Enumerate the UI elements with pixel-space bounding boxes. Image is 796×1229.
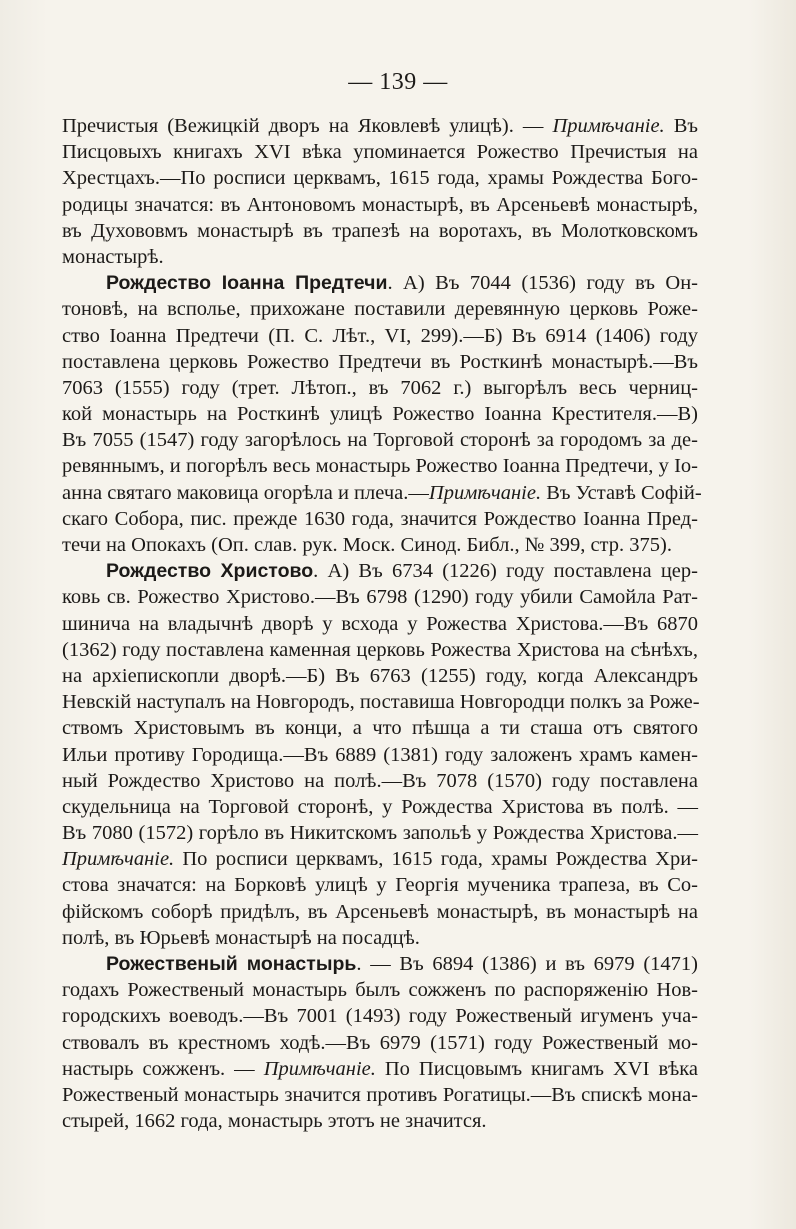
text-segment: Ильи противу Городища.—Въ 6889 (1381) году заложенъ храмъ камен-	[62, 743, 698, 766]
text-line	[62, 375, 698, 401]
section-heading: Рождество Іоанна Предтечи	[106, 272, 388, 295]
text-line	[62, 768, 698, 794]
text-line	[62, 899, 698, 925]
text-line	[62, 349, 698, 375]
text-line	[62, 1056, 698, 1082]
text-segment: ствомъ Христовымъ въ конци, а что пѣшца а ти сташа отъ святого	[62, 717, 698, 740]
text-segment: Пречистыя (Вежицкій дворъ на Яковлевѣ улицѣ). —	[62, 115, 553, 137]
text-line	[62, 820, 698, 846]
text-segment: настырь сожженъ. —	[62, 1057, 264, 1080]
note-marker: Примѣчаніе.	[62, 848, 175, 871]
text-segment: . — Въ 6894 (1386) и въ 6979 (1471)	[356, 953, 698, 975]
note-marker: Примѣчаніе.	[552, 115, 665, 137]
text-segment: тоновѣ, на всполье, прихожане поставили деревянную церковь Роже-	[62, 298, 698, 321]
text-segment: Въ 7055 (1547) году загорѣлось на Торговой сторонѣ за городомъ за де-	[62, 429, 698, 452]
text-segment: годахъ Рожественый монастырь былъ сожженъ по распоряженію Нов-	[62, 979, 698, 1002]
text-line	[62, 296, 698, 322]
text-line	[62, 584, 698, 610]
text-segment: 7063 (1555) году (трет. Лѣтоп., въ 7062 г.) выгорѣлъ весь черниц-	[62, 376, 698, 399]
text-line	[62, 663, 698, 689]
text-line	[62, 872, 698, 898]
note-marker: Примѣчаніе.	[428, 481, 542, 504]
text-segment: ство Іоанна Предтечи (П. С. Лѣт., VI, 299).—Б) Въ 6914 (1406) году	[62, 324, 698, 347]
text-segment: Хрестцахъ.—По росписи церквамъ, 1615 года, храмы Рождества Бого-	[62, 167, 698, 190]
page-number: — 139 —	[348, 69, 448, 95]
text-segment: ствовалъ въ крестномъ ходѣ.—Въ 6979 (1571) году Рожественый мо-	[62, 1031, 698, 1054]
text-segment: ный Рождество Христово на полѣ.—Въ 7078 (1570) году поставлена	[62, 769, 698, 792]
text-segment: монастырѣ.	[62, 245, 164, 268]
text-segment: скаго Собора, пис. прежде 1630 года, значится Рождество Іоанна Пред-	[62, 507, 698, 530]
text-line	[62, 951, 698, 977]
section-heading: Рождество Христово	[106, 560, 314, 583]
text-line	[62, 742, 698, 768]
text-line	[62, 427, 698, 453]
text-segment: Невскій наступалъ на Новгородъ, поставиша Новгородци полкъ за Роже-	[62, 691, 700, 714]
text-segment: скудельница на Торговой сторонѣ, у Рождества Христова въ полѣ. —	[62, 795, 698, 818]
text-segment: Писцовыхъ книгахъ XVI вѣка упоминается Рожество Пречистыя на	[62, 141, 698, 164]
text-segment: поставлена церковь Рожество Предтечи въ Росткинѣ монастырѣ.—Въ	[62, 350, 698, 373]
text-segment: ревяннымъ, и погорѣлъ весь монастырь Рожество Іоанна Предтечи, у Іо-	[62, 455, 698, 478]
text-line	[62, 1003, 698, 1029]
text-line	[62, 323, 698, 349]
text-segment: шинича на владычнѣ дворѣ у всхода у Рожества Христова.—Въ 6870	[62, 612, 698, 635]
text-segment: ковь св. Рожество Христово.—Въ 6798 (1290) году убили Самойла Рат-	[62, 586, 698, 609]
text-segment: стырей, 1662 года, монастырь этотъ не значится.	[62, 1110, 487, 1133]
text-line	[62, 1108, 698, 1134]
text-segment: Рожественый монастырь значится противъ Рогатицы.—Въ спискѣ мона-	[62, 1083, 698, 1106]
text-line	[62, 689, 698, 715]
text-segment: на архіепископли дворѣ.—Б) Въ 6763 (1255) году, когда Александръ	[62, 664, 698, 687]
text-segment: По росписи церквамъ, 1615 года, храмы Рождества Хри-	[174, 848, 698, 871]
text-segment: Въ Уставѣ Софій-	[541, 481, 702, 504]
body-text	[62, 113, 702, 1134]
text-line	[62, 192, 698, 218]
text-line	[62, 977, 698, 1003]
text-line	[62, 506, 698, 532]
text-segment: стова значатся: на Борковѣ улицѣ у Георгія мученика трапеза, въ Со-	[62, 874, 698, 897]
text-segment: По Писцовымъ книгамъ XVI вѣка	[375, 1057, 698, 1080]
text-line	[62, 401, 698, 427]
text-line	[62, 846, 698, 872]
text-line	[62, 453, 698, 479]
text-segment: кой монастырь на Росткинѣ улицѣ Рожество Іоанна Крестителя.—В)	[62, 403, 698, 426]
text-line	[62, 1082, 698, 1108]
text-line	[62, 480, 702, 506]
text-segment: (1362) году поставлена каменная церковь Рожества Христова на сѣнѣхъ,	[62, 638, 698, 661]
text-segment: фійскомъ соборѣ придѣлъ, въ Арсеньевѣ монастырѣ, въ монастырѣ на	[62, 900, 698, 923]
text-line	[62, 113, 698, 139]
text-line	[62, 1030, 698, 1056]
text-line	[62, 637, 698, 663]
text-segment: городскихъ воеводъ.—Въ 7001 (1493) году Рожественый игуменъ уча-	[62, 1005, 698, 1028]
text-line	[62, 611, 698, 637]
text-line	[62, 139, 698, 165]
text-segment: течи на Опокахъ (Оп. слав. рук. Моск. Синод. Библ., № 399, стр. 375).	[62, 534, 672, 556]
text-segment: . А) Въ 7044 (1536) году въ Он-	[387, 272, 698, 295]
note-marker: Примѣчаніе.	[263, 1057, 376, 1080]
text-segment: Въ 7080 (1572) горѣло въ Никитскомъ запольѣ у Рождества Христова.—	[62, 822, 698, 845]
text-line	[62, 165, 698, 191]
text-line	[62, 715, 698, 741]
text-segment: Въ	[664, 115, 698, 137]
section-heading: Рожественый монастырь	[106, 953, 357, 975]
text-segment: родицы значатся: въ Антоновомъ монастырѣ, въ Арсеньевѣ монастырѣ,	[62, 193, 698, 216]
text-line	[62, 794, 698, 820]
text-line	[62, 218, 698, 244]
text-segment: . А) Въ 6734 (1226) году поставлена цер-	[313, 560, 698, 583]
text-line	[62, 532, 698, 558]
text-line	[62, 558, 698, 584]
text-segment: въ Духововмъ монастырѣ въ трапезѣ на воротахъ, въ Молотковскомъ	[62, 219, 698, 242]
text-segment: анна святаго маковица огорѣла и плеча.—	[62, 481, 429, 504]
text-line	[62, 270, 698, 296]
text-line	[62, 244, 698, 270]
text-segment: полѣ, въ Юрьевѣ монастырѣ на посадцѣ.	[62, 926, 420, 949]
text-line	[62, 925, 698, 951]
